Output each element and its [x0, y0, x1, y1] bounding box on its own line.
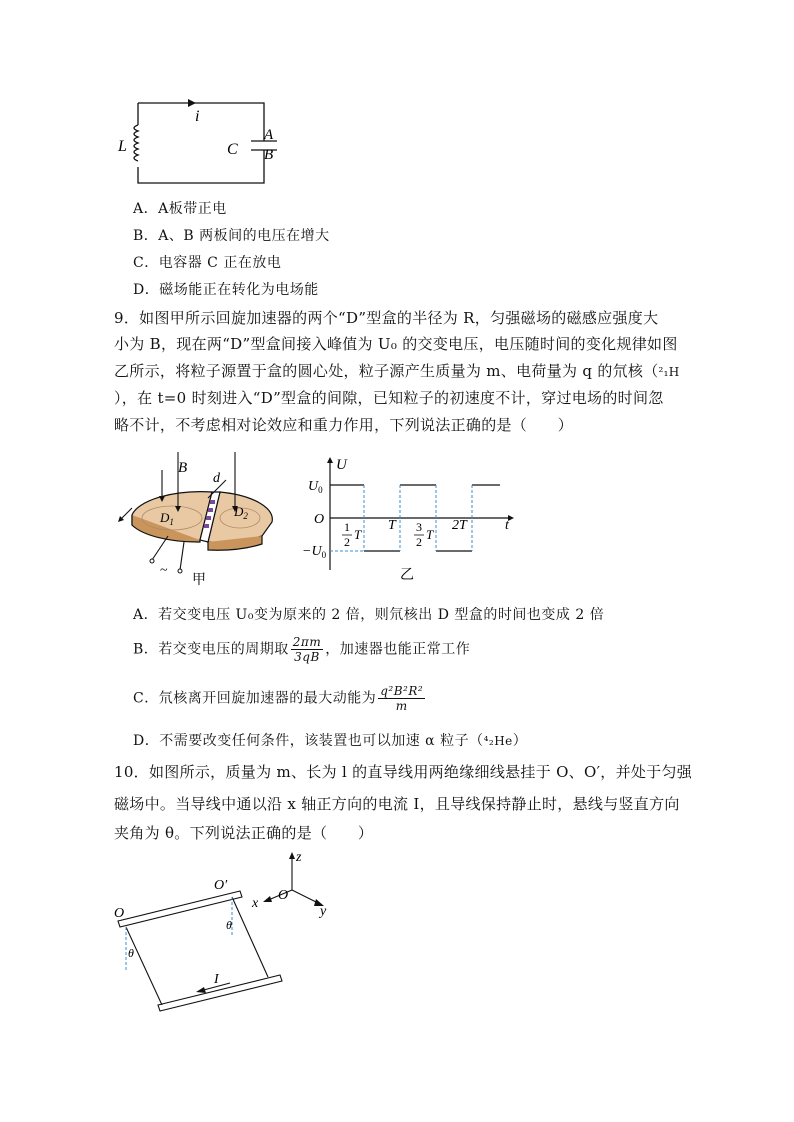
q10-line-2: 磁场中。当导线中通以沿 x 轴正方向的电流 I，且导线保持静止时，悬线与竖直方向 [114, 795, 680, 813]
wave-label-threehalf-T: T [426, 527, 434, 542]
q9-option-b-pre: B．若交变电压的周期取 [133, 641, 289, 658]
q9-line-3-text: 乙所示，将粒子源置于盒的圆心处，粒子源产生质量为 m、电荷量为 q 的氘核（ [114, 362, 659, 380]
z-axis-arrow-icon [289, 852, 295, 859]
q9-option-b-fraction [291, 635, 323, 664]
q9-line-3 [114, 360, 680, 381]
label-L: L [118, 138, 127, 155]
wave-label-U: U [336, 457, 347, 473]
q9-option-d-post: ） [512, 733, 528, 749]
u-axis-arrow-icon [327, 457, 333, 463]
label-O-rod: O [114, 906, 125, 921]
wave-label-U0: $U_0$ [308, 479, 323, 495]
cyc-label-D2: $D_2$ [234, 504, 248, 521]
axis-label-O: O [278, 888, 289, 903]
q9-option-c-den: m [395, 699, 408, 713]
wave-label-O: O [314, 512, 325, 527]
lc-circuit-figure [110, 95, 290, 190]
wave-label-half-den: 2 [344, 535, 350, 549]
label-B: B [264, 147, 274, 163]
cyc-label-D1: $D_1$ [160, 510, 174, 527]
wave-label-negU0: $-U_0$ [302, 544, 327, 560]
q9-option-d-pre: D．不需要改变任何条件，该装置也可以加速 α 粒子（ [133, 733, 484, 749]
wire-suspension-figure [110, 845, 350, 1020]
wave-label-t: t [505, 518, 509, 533]
label-Oprime: O′ [214, 878, 228, 893]
q9-option-b-den: 3qB [294, 650, 320, 664]
label-A: A [264, 127, 274, 143]
label-C: C [227, 141, 238, 158]
q9-option-b [133, 635, 470, 664]
cyc-caption: 甲 [192, 573, 206, 588]
voltage-waveform-figure [300, 455, 520, 585]
wave-label-threehalf-num: 3 [416, 520, 422, 534]
q9-option-a: A．若交变电压 U₀变为原来的 2 倍，则氘核出 D 型盒的时间也变成 2 倍 [133, 607, 605, 623]
q9-option-c-pre: C．氘核离开回旋加速器的最大动能为 [133, 690, 377, 707]
label-theta-2: θ [226, 918, 232, 932]
q9-option-c-num: q²B²R² [380, 684, 424, 698]
q9-line-1: 9．如图甲所示回旋加速器的两个“D”型盒的半径为 R，匀强磁场的磁感应强度大 [114, 309, 659, 327]
label-theta-1: θ [128, 946, 134, 960]
q9-option-d-nuclide: ⁴₂He [483, 734, 513, 748]
axis-label-y: y [320, 904, 327, 919]
q9-option-c-fraction [378, 684, 425, 713]
axis-label-z: z [296, 850, 302, 865]
wave-label-2T: 2T [452, 518, 467, 533]
cyc-label-B: B [178, 460, 188, 476]
current-I-arrow-icon [196, 987, 206, 993]
cyc-label-d: d [213, 471, 220, 486]
label-i: i [195, 108, 200, 125]
x-axis-arrow-icon [263, 896, 272, 902]
q10-line-3: 夹角为 θ。下列说法正确的是（ ） [114, 824, 374, 842]
wave-label-threehalf-den: 2 [416, 535, 422, 549]
q10-line-1: 10．如图所示，质量为 m、长为 l 的直导线用两绝缘细线悬挂于 O、O′，并处于匀强 [114, 763, 693, 781]
q9-line-4: ），在 t=0 时刻进入“D”型盒的间隙，已知粒子的初速度不计，穿过电场的时间忽 [114, 389, 664, 407]
q8-option-c: C．电容器 C 正在放电 [133, 255, 282, 271]
q9-line-5: 略不计，不考虑相对论效应和重力作用，下列说法正确的是（ ） [114, 416, 574, 434]
t-axis-arrow-icon [508, 515, 514, 521]
q9-option-c [133, 684, 427, 713]
wave-label-half-T: T [354, 527, 362, 542]
q8-option-a: A．A板带正电 [133, 201, 227, 217]
wave-label-half-num: 1 [344, 520, 350, 534]
q9-line-2: 小为 B，现在两“D”型盒间接入峰值为 U₀ 的交变电压，电压随时间的变化规律如图 [114, 335, 678, 353]
axis-label-x: x [252, 896, 259, 911]
q9-option-b-num: 2πm [292, 635, 322, 649]
q9-nuclide: ²₁H [658, 365, 680, 379]
q8-option-b: B．A、B 两板间的电压在增大 [133, 228, 330, 244]
cyc-label-ac: ~ [160, 563, 168, 578]
wave-caption: 乙 [400, 568, 414, 583]
q9-option-d [133, 730, 527, 750]
cyclotron-figure [112, 450, 282, 590]
wave-label-T: T [388, 518, 396, 533]
current-arrow-icon [188, 99, 196, 107]
label-I: I [214, 972, 219, 987]
q8-option-d: D．磁场能正在转化为电场能 [133, 282, 319, 298]
q9-option-b-post: ，加速器也能正常工作 [325, 641, 471, 658]
